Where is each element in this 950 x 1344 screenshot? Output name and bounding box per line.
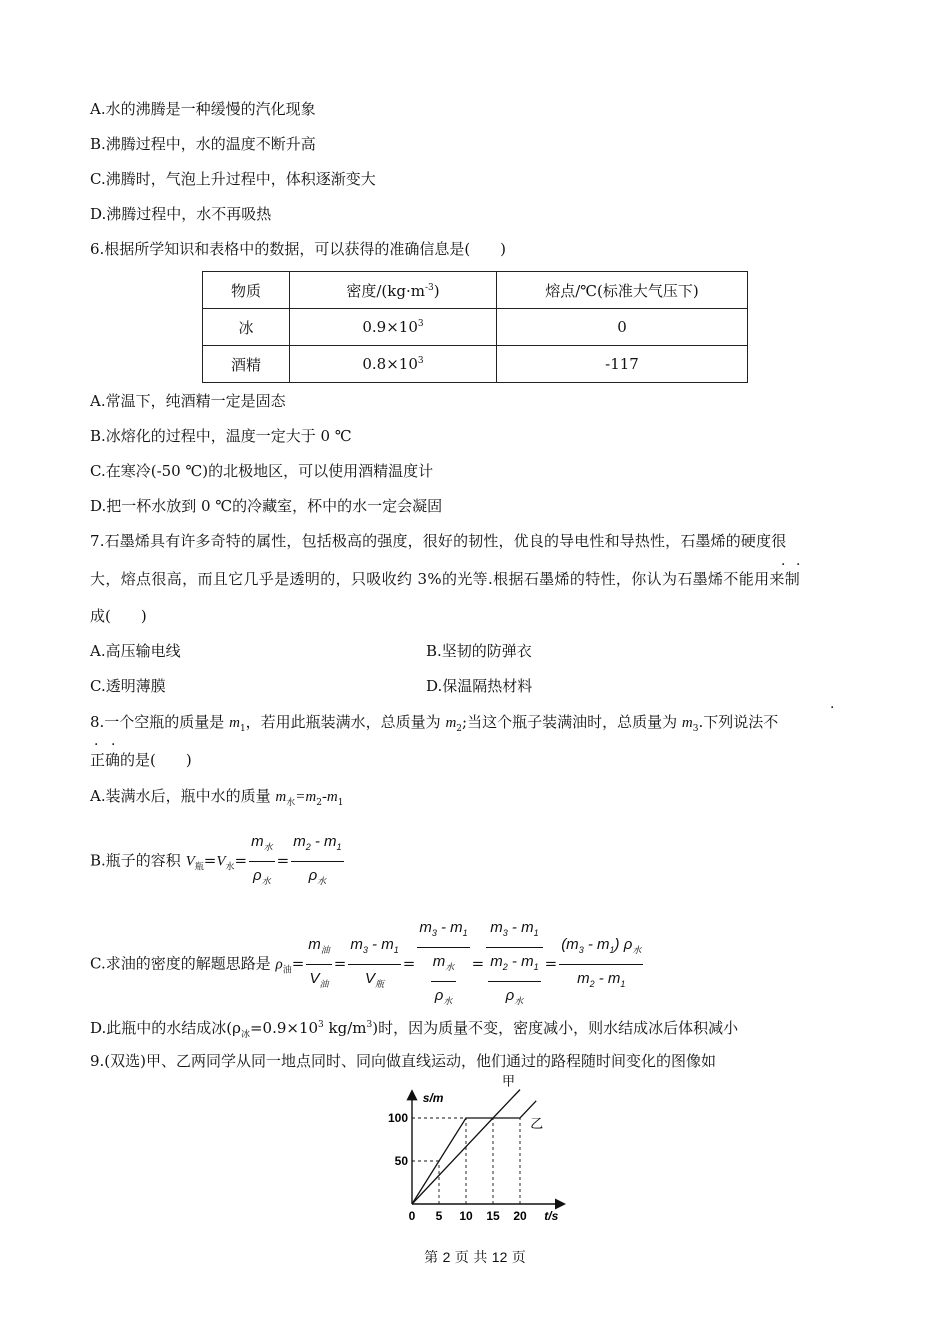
- var-m: m: [445, 715, 457, 731]
- q8-text: kg/m: [323, 1019, 367, 1037]
- q8-line-1: [90, 712, 778, 739]
- denominator: $\rho_水$: [434, 987, 453, 1006]
- table-cell: [290, 346, 497, 383]
- x-tick-label: 20: [513, 1209, 527, 1223]
- density-header-text: 密度/(kg·m: [346, 281, 425, 300]
- fraction: [348, 931, 400, 998]
- table-header: 物质: [203, 272, 290, 309]
- total-pages: 12: [491, 1249, 508, 1265]
- var-v: V: [185, 853, 195, 870]
- page-number: 2: [442, 1249, 451, 1265]
- sub: 油: [319, 979, 329, 989]
- denominator: $V_油$: [309, 970, 329, 989]
- sup: 3: [318, 1020, 324, 1030]
- sub: 水: [286, 798, 296, 808]
- denominator: $V_瓶$: [365, 970, 385, 989]
- q6-option-b: B.冰熔化的过程中，温度一定大于 0 ℃: [90, 427, 352, 445]
- var-m: =m: [295, 789, 317, 805]
- q7-line-2: 大，熔点很高，而且它几乎是透明的，只吸收约 3%的光等.根据石墨烯的特性，你认为石墨烯不能用来制: [90, 570, 801, 588]
- q9-stem: 9.(双选)甲、乙两同学从同一地点同时、同向做直线运动，他们通过的路程随时间变化的图像如: [90, 1052, 717, 1070]
- q7-option-a: A.高压输电线: [90, 642, 181, 660]
- q8-text: ;当这个瓶子装满油时，总质量为: [462, 713, 682, 731]
- q8-text: =0.9×10: [249, 1019, 319, 1037]
- numerator: $m_水$: [431, 948, 457, 982]
- q8-text: ，若用此瓶装满水，总质量为: [245, 713, 446, 731]
- sub: 3: [692, 724, 699, 734]
- density-header-close: ): [433, 281, 440, 300]
- emphasis-dot: ·: [94, 737, 99, 753]
- emphasis-dot: ·: [781, 557, 786, 573]
- sub: 水: [443, 996, 453, 1006]
- var-m: m: [229, 715, 240, 731]
- series-label: 乙: [530, 1116, 544, 1131]
- q6-option-a: A.常温下，纯酒精一定是固态: [90, 392, 286, 410]
- fraction: [559, 931, 643, 998]
- table-row: [203, 309, 748, 346]
- q8-text: 8.一个空瓶的质量是: [90, 713, 230, 731]
- q8-line-2: 正确的是( ): [90, 751, 192, 769]
- sub: 2: [316, 798, 322, 808]
- q5-option-c: C.沸腾时，气泡上升过程中，体积逐渐变大: [90, 170, 376, 188]
- y-axis-label: s/m: [422, 1091, 444, 1105]
- series-line-jia: [412, 1090, 520, 1204]
- sub: 瓶: [194, 862, 204, 873]
- emphasis-dot: ·: [111, 737, 116, 753]
- q6-stem: 6.根据所学知识和表格中的数据，可以获得的准确信息是( ): [90, 240, 507, 258]
- table-header: [290, 272, 497, 309]
- q8-text: C.求油的密度的解题思路是: [90, 954, 276, 973]
- fraction: [417, 914, 469, 1015]
- chart-guides: [412, 1118, 520, 1204]
- x-tick-label: 10: [459, 1209, 473, 1223]
- table-header: 熔点/℃(标准大气压下): [497, 272, 748, 309]
- q5-option-a: A.水的沸腾是一种缓慢的汽化现象: [90, 100, 316, 118]
- numerator: $m_油$: [306, 931, 332, 965]
- sub: 瓶: [375, 979, 385, 989]
- q6-option-d: D.把一杯水放到 0 ℃的冷藏室，杯中的水一定会凝固: [90, 497, 443, 515]
- sub: 1: [337, 798, 344, 808]
- x-tick-label: 5: [435, 1209, 443, 1223]
- q8-text: A.装满水后，瓶中水的质量: [90, 787, 276, 805]
- numerator: $m_3 - m_1$: [417, 914, 469, 948]
- var-v: V: [216, 853, 226, 870]
- series-line-yi: [412, 1101, 536, 1204]
- emphasis-dot: ·: [830, 700, 835, 716]
- table-cell: 0: [497, 309, 748, 346]
- y-tick-label: 50: [394, 1154, 408, 1168]
- chart-series: [412, 1090, 536, 1204]
- x-tick-label: 15: [486, 1209, 500, 1223]
- q8-text: B.瓶子的容积: [90, 851, 186, 870]
- q7-line-1: 7.石墨烯具有许多奇特的属性，包括极高的强度，很好的韧性，优良的导电性和导热性，石墨烯的硬度很: [90, 532, 787, 550]
- var-rho: ρ: [275, 956, 283, 973]
- var-m: m: [681, 715, 693, 731]
- sub: 冰: [240, 1030, 250, 1040]
- numerator: $m_2 - m_1$: [291, 828, 343, 862]
- numerator: $m_2 - m_1$: [488, 948, 540, 982]
- density-value: 0.9×10: [362, 318, 418, 336]
- footer-text: 页 共: [450, 1250, 492, 1266]
- chart-axes: [412, 1092, 563, 1204]
- footer-text: 页: [507, 1250, 526, 1266]
- fraction: [249, 828, 275, 895]
- x-tick-label: 0: [408, 1209, 416, 1223]
- numerator: $m_3 - m_1$: [348, 931, 400, 965]
- denominator: $\rho_水$: [505, 987, 524, 1006]
- denominator: [486, 948, 542, 1015]
- x-axis-label: t/s: [544, 1209, 559, 1223]
- density-exp: 3: [417, 319, 424, 329]
- q7-option-d: D.保温隔热材料: [426, 677, 533, 695]
- sub: 水: [225, 862, 235, 873]
- q8-option-a: [90, 786, 344, 813]
- table-cell: [290, 309, 497, 346]
- series-label: 甲: [502, 1073, 516, 1089]
- numerator: $m_3 - m_1$: [486, 914, 542, 948]
- density-exp: 3: [417, 356, 424, 366]
- q5-option-b: B.沸腾过程中，水的温度不断升高: [90, 135, 316, 153]
- fraction: [486, 914, 542, 1015]
- var-m: -m: [321, 789, 338, 805]
- page-footer: [0, 1247, 950, 1267]
- denominator: $\rho_水$: [308, 867, 327, 886]
- sub: 水: [632, 945, 642, 955]
- numerator: $m_水$: [249, 828, 275, 862]
- sup: 3: [366, 1020, 373, 1030]
- table-cell: 冰: [203, 309, 290, 346]
- sub: 水: [261, 876, 271, 886]
- fraction: [488, 948, 540, 1015]
- q8-option-b: B.瓶子的容积 $V_瓶=V_水=$ $\frac{m_水}{\rho_水}$ = $\frac{m_2 - m_1}{\rho_水}$: [90, 828, 346, 895]
- table-header-row: [203, 272, 748, 309]
- q8-option-c: C.求油的密度的解题思路是 $\rho_油=$ $\frac{m_油}{V_油}$ = $\frac{m_3 - m_1}{V_瓶}$ = $\frac{m_3 - m_1}{\frac{m_水}{\rho_水}}$ = $\frac{m_3 - m_1}{\frac{m_2 - m_1}{\rho_水}}$ = $\frac{(m_3 - m_1) \rho_水}{m_2 - m_1}$: [90, 914, 645, 1015]
- q8-text: )时，因为质量不变，密度减小，则水结成冰后体积减小: [372, 1019, 739, 1037]
- denominator: [417, 948, 469, 1015]
- q5-option-d: D.沸腾过程中，水不再吸热: [90, 205, 272, 223]
- footer-text: 第: [424, 1250, 443, 1266]
- density-header-exp: -3: [424, 282, 434, 293]
- properties-table: [202, 271, 748, 383]
- emphasis-dot: ·: [796, 557, 801, 573]
- sub: 2: [456, 724, 463, 734]
- q8-text: .下列说法不: [698, 713, 779, 731]
- distance-time-chart: [380, 1073, 580, 1236]
- q8-option-d: [90, 1015, 738, 1045]
- q8-text: D.此瓶中的水结成冰(ρ: [90, 1019, 241, 1037]
- sub: 油: [320, 945, 330, 955]
- sub: 水: [263, 842, 273, 852]
- fraction: [291, 828, 343, 895]
- fraction: [306, 931, 332, 998]
- sub: 水: [445, 962, 455, 972]
- sub: 水: [317, 876, 327, 886]
- q7-option-c: C.透明薄膜: [90, 677, 166, 695]
- var-m: m: [275, 789, 287, 805]
- table-cell: -117: [497, 346, 748, 383]
- q7-line-3: 成( ): [90, 607, 147, 625]
- denominator: $\rho_水$: [253, 867, 271, 886]
- density-value: 0.8×10: [362, 355, 418, 373]
- q7-option-b: B.坚韧的防弹衣: [426, 642, 532, 660]
- numerator: $(m_3 - m_1)$ $\rho_水$: [559, 931, 643, 965]
- sub: 油: [282, 965, 292, 976]
- y-tick-label: 100: [387, 1111, 408, 1125]
- fraction: [431, 948, 457, 1015]
- q6-option-c: C.在寒冷(-50 ℃)的北极地区，可以使用酒精温度计: [90, 462, 434, 480]
- table-row: [203, 346, 748, 383]
- denominator: $m_2 - m_1$: [577, 970, 626, 989]
- sub: 水: [514, 996, 524, 1006]
- table-cell: 酒精: [203, 346, 290, 383]
- sub: 1: [239, 724, 246, 734]
